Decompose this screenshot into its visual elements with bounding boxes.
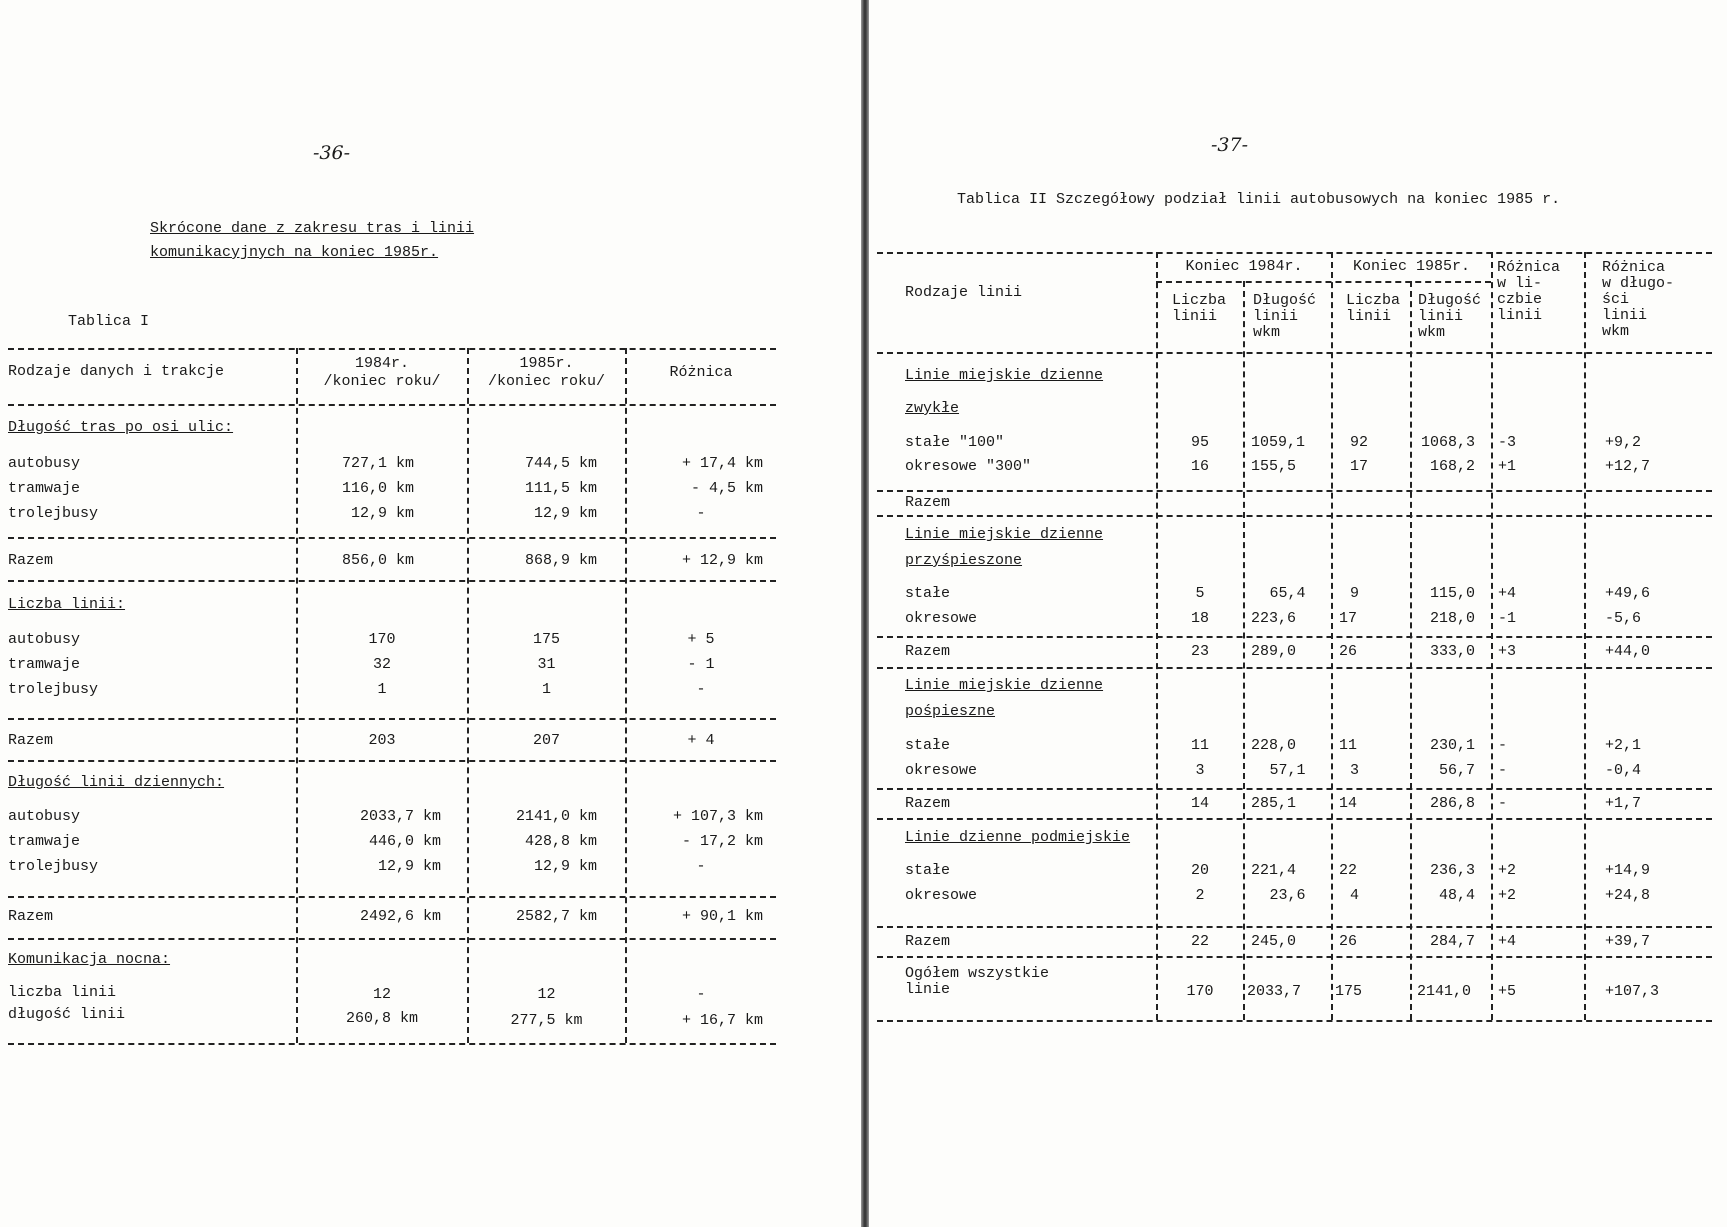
group-title: Linie miejskie dzienne (905, 677, 1104, 694)
row-label: autobusy (8, 631, 81, 648)
grand-total-label-2: linie (905, 981, 951, 998)
cell-diff: - 1 (687, 656, 715, 673)
row-label: okresowe "300" (905, 458, 1032, 475)
page-number: -37- (1211, 134, 1249, 156)
cell-rd: -0,4 (1605, 762, 1642, 779)
table-rule (877, 490, 1712, 492)
cell-1984: 116,0 km (341, 480, 414, 497)
cell-1985: 111,5 km (524, 480, 597, 497)
grand-total-rd: +107,3 (1605, 983, 1660, 1000)
cell-l84: 20 (1190, 862, 1209, 879)
row-label: trolejbusy (8, 858, 99, 875)
cell-l85: 92 (1350, 434, 1369, 451)
heading-line-2: komunikacyjnych na koniec 1985r. (150, 244, 439, 261)
section-title: Długość tras po osi ulic: (8, 419, 234, 436)
section-title: Liczba linii: (8, 596, 126, 613)
header-koniec-1984: Koniec 1984r. (1185, 258, 1303, 275)
page-number: -36- (313, 142, 351, 164)
total-d85: 284,7 (1429, 933, 1475, 950)
cell-1984: 170 (368, 631, 396, 648)
header-wkm: wkm (1418, 324, 1446, 341)
cell-1985: 744,5 km (524, 455, 597, 472)
cell-1985: 31 (537, 656, 556, 673)
cell-1984: 260,8 km (345, 1010, 418, 1027)
cell-1984: 12,9 km (377, 858, 441, 875)
cell-diff: + 16,7 km (681, 1012, 763, 1029)
cell-d85: 230,1 (1429, 737, 1475, 754)
header-w-li: w li- (1497, 275, 1543, 292)
cell-d84: 221,4 (1251, 862, 1297, 879)
cell-l84: 18 (1190, 610, 1209, 627)
cell-d85: 56,7 (1438, 762, 1475, 779)
group-title: Linie dzienne podmiejskie (905, 829, 1131, 846)
table-rule (877, 667, 1712, 669)
row-label: trolejbusy (8, 505, 99, 522)
book-gutter (861, 0, 869, 1227)
header-liczba: Liczba (1172, 292, 1227, 309)
row-label: stałe (905, 737, 951, 754)
table-rule (1156, 281, 1491, 283)
cell-rl: +4 (1498, 585, 1517, 602)
group-subtitle: pośpieszne (905, 703, 996, 720)
total-label: Razem (8, 732, 54, 749)
header-czbie: czbie (1497, 291, 1543, 308)
table-rule (877, 788, 1712, 790)
header-dlugosc: Długość (1253, 292, 1317, 309)
header-w-dlugo: w długo- (1602, 275, 1675, 292)
cell-l84: 2 (1195, 887, 1205, 904)
header-linii: linii (1346, 308, 1392, 325)
section-title: Komunikacja nocna: (8, 951, 171, 968)
cell-1984: 32 (372, 656, 391, 673)
total-l84: 23 (1190, 643, 1209, 660)
total-1985: 207 (532, 732, 560, 749)
total-label: Razem (905, 795, 951, 812)
cell-1985: 12,9 km (533, 858, 597, 875)
row-label: stałe (905, 862, 951, 879)
section-title: Długość linii dziennych: (8, 774, 225, 791)
cell-d85: 236,3 (1429, 862, 1475, 879)
cell-1984: 446,0 km (368, 833, 441, 850)
header-1984-sub: /koniec roku/ (323, 373, 441, 390)
table-rule (877, 252, 1712, 254)
header-linii: linii (1253, 308, 1299, 325)
total-l84: 14 (1190, 795, 1209, 812)
cell-d84: 228,0 (1251, 737, 1297, 754)
row-label: tramwaje (8, 480, 81, 497)
row-label: autobusy (8, 455, 81, 472)
table-rule (8, 938, 776, 940)
row-label: liczba linii (8, 984, 117, 1001)
table-title: Tablica II Szczegółowy podział linii autobusowych na koniec 1985 r. (957, 191, 1561, 208)
grand-total-d84: 2033,7 (1247, 983, 1302, 1000)
total-l85: 26 (1339, 933, 1358, 950)
cell-1984: 2033,7 km (359, 808, 441, 825)
cell-d85: 48,4 (1438, 887, 1475, 904)
total-rd: +39,7 (1605, 933, 1651, 950)
table-rule (8, 537, 776, 539)
table-rule (877, 515, 1712, 517)
table-rule (8, 348, 776, 350)
group-title: Linie miejskie dzienne (905, 367, 1104, 384)
total-l85: 26 (1339, 643, 1358, 660)
total-d84: 285,1 (1251, 795, 1297, 812)
row-label: okresowe (905, 762, 978, 779)
cell-1985: 428,8 km (524, 833, 597, 850)
cell-1985: 1 (541, 681, 551, 698)
cell-diff: - 4,5 km (690, 480, 763, 497)
table-rule (877, 636, 1712, 638)
total-1985: 2582,7 km (515, 908, 597, 925)
table-rule (877, 956, 1712, 958)
cell-diff: - 17,2 km (681, 833, 763, 850)
column-rule (1584, 252, 1586, 1020)
header-rodzaje: Rodzaje linii (905, 284, 1023, 301)
total-diff: + 12,9 km (681, 552, 763, 569)
cell-rl: +2 (1498, 887, 1517, 904)
cell-l85: 4 (1350, 887, 1360, 904)
total-rl: - (1498, 795, 1508, 812)
column-rule (1243, 281, 1245, 1020)
grand-total-l84: 170 (1186, 983, 1214, 1000)
row-label: okresowe (905, 610, 978, 627)
total-1984: 203 (368, 732, 396, 749)
total-label: Razem (905, 643, 951, 660)
cell-rl: +1 (1498, 458, 1517, 475)
row-label: tramwaje (8, 833, 81, 850)
row-label: trolejbusy (8, 681, 99, 698)
total-l84: 22 (1190, 933, 1209, 950)
table-rule (877, 352, 1712, 354)
cell-d84: 223,6 (1251, 610, 1297, 627)
total-diff: + 4 (687, 732, 715, 749)
row-label: okresowe (905, 887, 978, 904)
cell-rl: -3 (1498, 434, 1517, 451)
table-rule (8, 404, 776, 406)
header-rodzaje: Rodzaje danych i trakcje (8, 363, 225, 380)
total-rd: +44,0 (1605, 643, 1651, 660)
cell-l84: 3 (1195, 762, 1205, 779)
total-d85: 333,0 (1429, 643, 1475, 660)
heading-line-1: Skrócone dane z zakresu tras i linii (150, 220, 475, 237)
total-diff: + 90,1 km (681, 908, 763, 925)
table-rule (877, 818, 1712, 820)
table-rule (8, 896, 776, 898)
cell-diff: + 5 (687, 631, 715, 648)
table-rule (8, 1043, 776, 1045)
cell-1984: 12 (372, 986, 391, 1003)
header-liczba: Liczba (1346, 292, 1401, 309)
cell-l85: 3 (1350, 762, 1360, 779)
header-sci: ści (1602, 291, 1630, 308)
total-1985: 868,9 km (524, 552, 597, 569)
total-label: Razem (905, 933, 951, 950)
total-rd: +1,7 (1605, 795, 1642, 812)
total-d84: 245,0 (1251, 933, 1297, 950)
header-1984: 1984r. (354, 355, 409, 372)
row-label: długość linii (8, 1006, 126, 1023)
total-l85: 14 (1339, 795, 1358, 812)
left-page (0, 0, 861, 1227)
cell-l84: 11 (1190, 737, 1209, 754)
group-subtitle: zwykłe (905, 400, 960, 417)
grand-total-label: Ogółem wszystkie (905, 965, 1050, 982)
table-rule (8, 580, 776, 582)
cell-1985: 2141,0 km (515, 808, 597, 825)
cell-1985: 12 (537, 986, 556, 1003)
header-roznica: Różnica (1602, 259, 1666, 276)
cell-1985: 277,5 km (510, 1012, 583, 1029)
header-roznica: Różnica (1497, 259, 1561, 276)
table-label: Tablica I (68, 313, 150, 330)
total-1984: 2492,6 km (359, 908, 441, 925)
row-label: tramwaje (8, 656, 81, 673)
cell-rd: +14,9 (1605, 862, 1651, 879)
cell-rd: +9,2 (1605, 434, 1642, 451)
cell-l85: 9 (1350, 585, 1360, 602)
cell-l85: 17 (1339, 610, 1358, 627)
cell-diff: - (696, 505, 706, 522)
cell-d84: 155,5 (1251, 458, 1297, 475)
header-wkm: wkm (1253, 324, 1281, 341)
table-rule (8, 760, 776, 762)
total-1984: 856,0 km (341, 552, 414, 569)
grand-total-d85: 2141,0 (1417, 983, 1472, 1000)
cell-l84: 95 (1190, 434, 1209, 451)
cell-l85: 22 (1339, 862, 1358, 879)
cell-d85: 168,2 (1429, 458, 1475, 475)
total-label: Razem (905, 494, 951, 511)
cell-1984: 727,1 km (341, 455, 414, 472)
header-koniec-1985: Koniec 1985r. (1352, 258, 1471, 275)
header-1985: 1985r. (519, 355, 574, 372)
group-title: Linie miejskie dzienne (905, 526, 1104, 543)
cell-rl: -1 (1498, 610, 1517, 627)
cell-1985: 12,9 km (533, 505, 597, 522)
total-d84: 289,0 (1251, 643, 1297, 660)
cell-d84: 57,1 (1269, 762, 1306, 779)
header-linii: linii (1172, 308, 1218, 325)
cell-l84: 16 (1190, 458, 1209, 475)
grand-total-rl: +5 (1498, 983, 1517, 1000)
cell-rl: - (1498, 762, 1508, 779)
header-roznica: Różnica (669, 364, 733, 381)
cell-diff: - (696, 681, 706, 698)
right-page (869, 0, 1727, 1227)
total-label: Razem (8, 908, 54, 925)
row-label: stałe "100" (905, 434, 1005, 451)
cell-diff: + 107,3 km (672, 808, 763, 825)
total-d85: 286,8 (1429, 795, 1475, 812)
column-rule (1331, 252, 1333, 1020)
row-label: autobusy (8, 808, 81, 825)
table-rule (8, 718, 776, 720)
cell-1984: 12,9 km (350, 505, 414, 522)
row-label: stałe (905, 585, 951, 602)
cell-l85: 11 (1339, 737, 1358, 754)
header-linii: linii (1497, 307, 1543, 324)
group-subtitle: przyśpieszone (905, 552, 1023, 569)
cell-d85: 1068,3 (1420, 434, 1475, 451)
header-dlugosc: Długość (1418, 292, 1482, 309)
header-1985-sub: /koniec roku/ (487, 373, 606, 390)
cell-rl: +2 (1498, 862, 1517, 879)
cell-rd: +12,7 (1605, 458, 1651, 475)
total-rl: +3 (1498, 643, 1517, 660)
cell-rl: - (1498, 737, 1508, 754)
column-rule (1491, 252, 1493, 1020)
cell-d84: 23,6 (1269, 887, 1306, 904)
cell-diff: + 17,4 km (681, 455, 763, 472)
cell-diff: - (696, 858, 706, 875)
cell-d85: 115,0 (1429, 585, 1475, 602)
total-label: Razem (8, 552, 54, 569)
cell-1985: 175 (532, 631, 560, 648)
header-linii: linii (1418, 308, 1464, 325)
cell-1984: 1 (377, 681, 387, 698)
cell-d84: 65,4 (1269, 585, 1306, 602)
header-wkm: wkm (1602, 323, 1630, 340)
cell-rd: -5,6 (1605, 610, 1642, 627)
cell-rd: +24,8 (1605, 887, 1651, 904)
cell-d84: 1059,1 (1251, 434, 1306, 451)
total-rl: +4 (1498, 933, 1517, 950)
table-rule (877, 1020, 1712, 1022)
header-linii: linii (1602, 307, 1648, 324)
table-rule (877, 926, 1712, 928)
cell-l84: 5 (1195, 585, 1205, 602)
cell-diff: - (696, 986, 706, 1003)
cell-l85: 17 (1350, 458, 1369, 475)
grand-total-l85: 175 (1335, 983, 1363, 1000)
cell-rd: +2,1 (1605, 737, 1642, 754)
cell-rd: +49,6 (1605, 585, 1651, 602)
cell-d85: 218,0 (1429, 610, 1475, 627)
